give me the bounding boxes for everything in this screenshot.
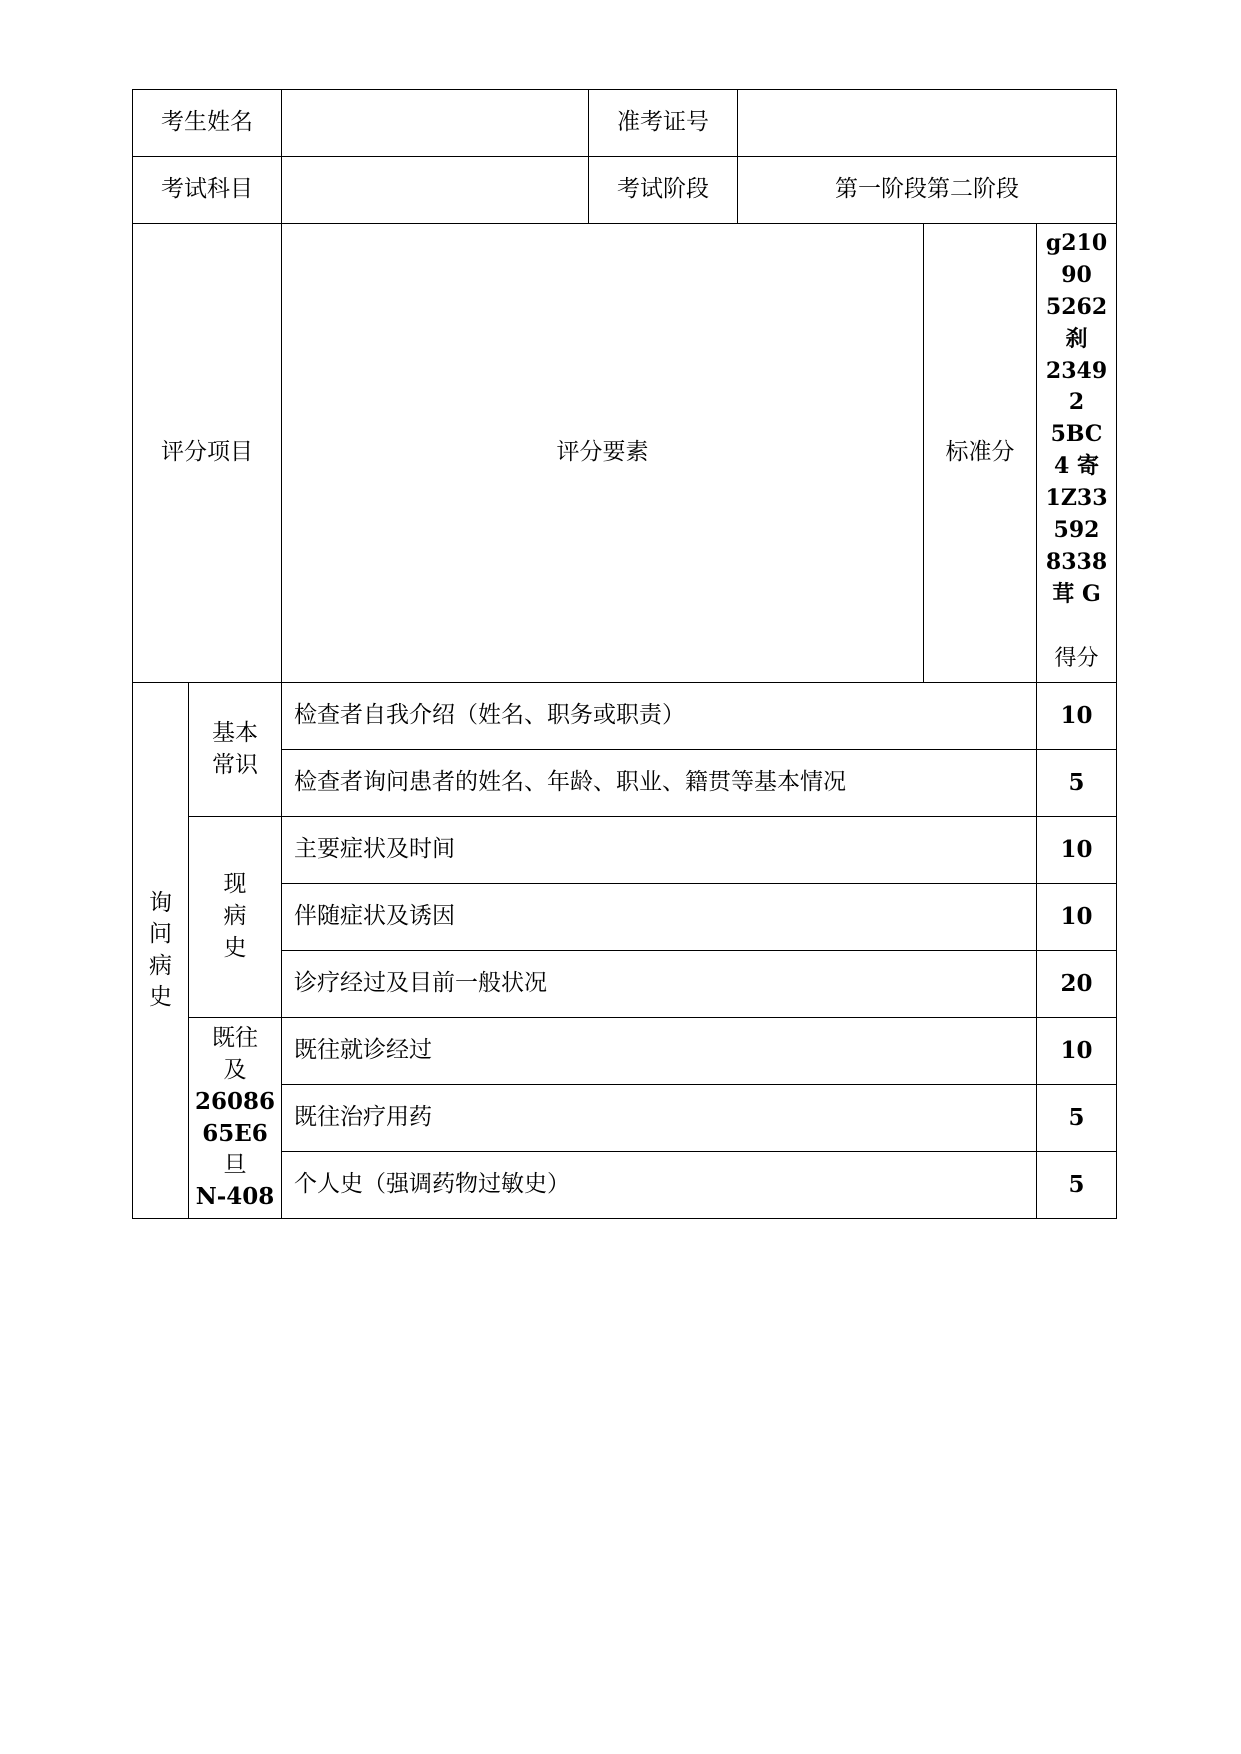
subject-field[interactable]: [282, 157, 589, 224]
score-header-line: 5262: [1045, 293, 1108, 320]
criteria-item: 个人史（强调药物过敏史）: [282, 1152, 1037, 1219]
standard-score: 5: [1037, 750, 1117, 817]
group-label-past-history: 既往 及 26086 65E6 旦 N-408: [189, 1018, 282, 1219]
standard-score: 10: [1037, 817, 1117, 884]
header-row-1: [133, 90, 1117, 157]
standard-score: 10: [1037, 1018, 1117, 1085]
exam-no-field[interactable]: [738, 90, 1117, 157]
score-header-line: 1Z33: [1045, 485, 1108, 512]
score-header-line: g210: [1045, 230, 1108, 256]
section-label: 询 问 病 史: [133, 683, 189, 1219]
table-row: [133, 817, 1117, 884]
score-header-line: 得分: [1054, 645, 1099, 671]
score-header-line: 2: [1068, 389, 1085, 416]
name-field[interactable]: [282, 90, 589, 157]
criteria-item: 诊疗经过及目前一般状况: [282, 951, 1037, 1018]
score-column-header: [1037, 224, 1117, 683]
score-header-line: [1037, 611, 1116, 643]
criteria-item: 检查者自我介绍（姓名、职务或职责）: [282, 683, 1037, 750]
score-header-line: 90: [1061, 261, 1092, 288]
exam-no-label: 准考证号: [589, 90, 738, 157]
exam-scoring-table: [132, 89, 1117, 1219]
criteria-item: 检查者询问患者的姓名、年龄、职业、籍贯等基本情况: [282, 750, 1037, 817]
header-row-2: [133, 157, 1117, 224]
criteria-item: 既往就诊经过: [282, 1018, 1037, 1085]
standard-score: 20: [1037, 951, 1117, 1018]
criteria-item: 既往治疗用药: [282, 1085, 1037, 1152]
column-header-row: [133, 224, 1117, 683]
score-header-line: 茸 G: [1052, 580, 1101, 607]
criteria-item: 伴随症状及诱因: [282, 884, 1037, 951]
group-label-basic: 基本 常识: [189, 683, 282, 817]
standard-score: 10: [1037, 884, 1117, 951]
item-column-header: 评分项目: [133, 224, 282, 683]
score-header-line: 2349: [1045, 357, 1108, 384]
standard-score: 5: [1037, 1152, 1117, 1219]
standard-score-column-header: 标准分: [924, 224, 1037, 683]
criteria-item: 主要症状及时间: [282, 817, 1037, 884]
standard-score: 10: [1037, 683, 1117, 750]
score-header-line: 刹: [1065, 325, 1088, 352]
score-header-line: 5BC: [1050, 421, 1103, 448]
stage-label: 考试阶段: [589, 157, 738, 224]
table-row: [133, 683, 1117, 750]
criteria-column-header: 评分要素: [282, 224, 924, 683]
standard-score: 5: [1037, 1085, 1117, 1152]
stage-value: 第一阶段第二阶段: [738, 157, 1117, 224]
score-header-line: 592: [1053, 517, 1100, 544]
name-label: 考生姓名: [133, 90, 282, 157]
score-header-line: 8338: [1045, 548, 1108, 575]
table-row: [133, 1018, 1117, 1085]
group-label-present-illness: 现 病 史: [189, 817, 282, 1018]
score-header-line: 4 寄: [1054, 453, 1099, 480]
subject-label: 考试科目: [133, 157, 282, 224]
